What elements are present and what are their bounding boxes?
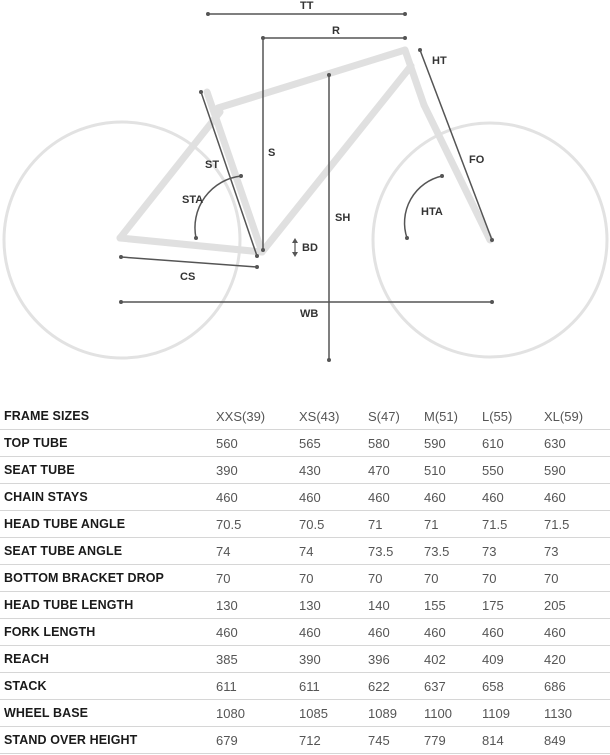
header-row	[0, 403, 610, 430]
table-cell: 460	[544, 484, 610, 511]
table-cell: 611	[216, 673, 299, 700]
table-cell: 71.5	[544, 511, 610, 538]
label-fo: FO	[469, 154, 485, 166]
table-cell: 130	[216, 592, 299, 619]
row-label: HEAD TUBE ANGLE	[0, 511, 216, 538]
table-cell: 390	[299, 646, 368, 673]
table-cell: 396	[368, 646, 424, 673]
row-label: STACK	[0, 673, 216, 700]
table-cell: 70.5	[299, 511, 368, 538]
table-cell: 73.5	[424, 538, 482, 565]
table-cell: 1089	[368, 700, 424, 727]
table-row	[0, 511, 610, 538]
table-cell: 460	[368, 484, 424, 511]
bike-frame	[120, 50, 490, 252]
table-cell: 590	[424, 430, 482, 457]
table-cell: 565	[299, 430, 368, 457]
row-label: HEAD TUBE LENGTH	[0, 592, 216, 619]
row-label: SEAT TUBE	[0, 457, 216, 484]
table-row	[0, 565, 610, 592]
table-cell: 630	[544, 430, 610, 457]
row-label: STAND OVER HEIGHT	[0, 727, 216, 754]
table-cell: 1080	[216, 700, 299, 727]
table-cell: 1100	[424, 700, 482, 727]
table-cell: 73	[482, 538, 544, 565]
table-cell: 205	[544, 592, 610, 619]
table-cell: 610	[482, 430, 544, 457]
table-cell: 849	[544, 727, 610, 754]
table-cell: 460	[299, 484, 368, 511]
size-header: M(51)	[424, 403, 482, 430]
table-cell: 779	[424, 727, 482, 754]
label-cs: CS	[180, 271, 196, 283]
table-cell: 70	[424, 565, 482, 592]
row-label: SEAT TUBE ANGLE	[0, 538, 216, 565]
size-header: XS(43)	[299, 403, 368, 430]
table-cell: 712	[299, 727, 368, 754]
table-cell: 175	[482, 592, 544, 619]
table-cell: 430	[299, 457, 368, 484]
table-cell: 745	[368, 727, 424, 754]
table-row	[0, 700, 610, 727]
table-cell: 550	[482, 457, 544, 484]
table-cell: 460	[424, 484, 482, 511]
table-cell: 622	[368, 673, 424, 700]
table-cell: 73	[544, 538, 610, 565]
header-label: FRAME SIZES	[0, 403, 216, 430]
table-row	[0, 538, 610, 565]
table-cell: 74	[216, 538, 299, 565]
row-label: FORK LENGTH	[0, 619, 216, 646]
size-header: L(55)	[482, 403, 544, 430]
table-row	[0, 727, 610, 754]
size-header: XXS(39)	[216, 403, 299, 430]
table-cell: 71	[424, 511, 482, 538]
table-cell: 460	[216, 484, 299, 511]
label-ht: HT	[432, 55, 447, 67]
table-cell: 1109	[482, 700, 544, 727]
label-s: S	[268, 147, 276, 159]
table-cell: 814	[482, 727, 544, 754]
label-sh: SH	[335, 212, 351, 224]
table-cell: 71	[368, 511, 424, 538]
table-row	[0, 430, 610, 457]
table-cell: 679	[216, 727, 299, 754]
table-cell: 460	[216, 619, 299, 646]
row-label: TOP TUBE	[0, 430, 216, 457]
label-wb: WB	[300, 308, 319, 320]
row-label: BOTTOM BRACKET DROP	[0, 565, 216, 592]
label-hta: HTA	[421, 206, 443, 218]
table-cell: 140	[368, 592, 424, 619]
table-row	[0, 619, 610, 646]
table-cell: 510	[424, 457, 482, 484]
table-cell: 611	[299, 673, 368, 700]
table-row	[0, 484, 610, 511]
table-cell: 686	[544, 673, 610, 700]
table-cell: 590	[544, 457, 610, 484]
table-cell: 70	[482, 565, 544, 592]
table-cell: 460	[368, 619, 424, 646]
table-row	[0, 673, 610, 700]
table-cell: 71.5	[482, 511, 544, 538]
table-cell: 385	[216, 646, 299, 673]
table-cell: 460	[299, 619, 368, 646]
table-cell: 460	[424, 619, 482, 646]
table-cell: 70	[216, 565, 299, 592]
table-cell: 130	[299, 592, 368, 619]
table-cell: 402	[424, 646, 482, 673]
size-header: XL(59)	[544, 403, 610, 430]
geometry-table	[0, 403, 610, 754]
table-cell: 409	[482, 646, 544, 673]
row-label: REACH	[0, 646, 216, 673]
table-cell: 70	[368, 565, 424, 592]
table-cell: 155	[424, 592, 482, 619]
table-cell: 658	[482, 673, 544, 700]
table-cell: 70.5	[216, 511, 299, 538]
label-tt: TT	[300, 0, 314, 12]
size-header: S(47)	[368, 403, 424, 430]
label-st: ST	[205, 159, 220, 171]
table-row	[0, 457, 610, 484]
table-cell: 580	[368, 430, 424, 457]
table-cell: 560	[216, 430, 299, 457]
table-cell: 460	[482, 484, 544, 511]
table-cell: 70	[299, 565, 368, 592]
table-cell: 390	[216, 457, 299, 484]
table-cell: 637	[424, 673, 482, 700]
table-cell: 420	[544, 646, 610, 673]
label-r: R	[332, 25, 340, 37]
table-cell: 74	[299, 538, 368, 565]
table-cell: 1085	[299, 700, 368, 727]
table-cell: 460	[544, 619, 610, 646]
table-row	[0, 646, 610, 673]
label-sta: STA	[182, 194, 204, 206]
table-cell: 470	[368, 457, 424, 484]
table-cell: 73.5	[368, 538, 424, 565]
label-bd: BD	[302, 242, 318, 254]
table-cell: 1130	[544, 700, 610, 727]
table-row	[0, 592, 610, 619]
row-label: WHEEL BASE	[0, 700, 216, 727]
table-cell: 460	[482, 619, 544, 646]
row-label: CHAIN STAYS	[0, 484, 216, 511]
table-cell: 70	[544, 565, 610, 592]
